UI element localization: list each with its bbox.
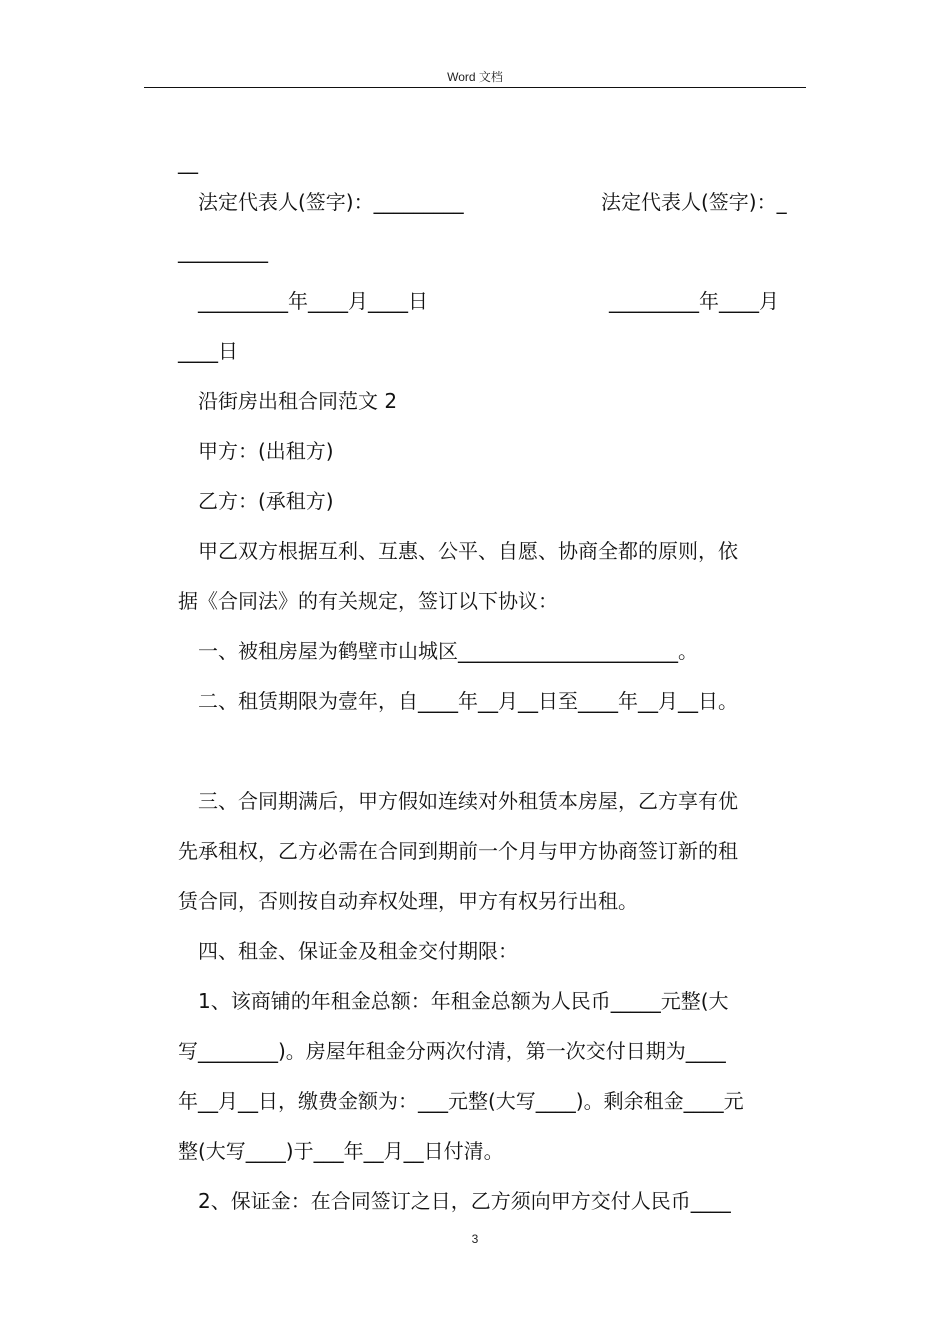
party-a-line: 甲方：(出租方) bbox=[198, 439, 334, 463]
clause-3: 三、合同期满后，甲方假如连续对外租赁本房屋，乙方享有优 bbox=[198, 789, 738, 813]
clause-4: 四、租金、保证金及租金交付期限： bbox=[198, 939, 518, 963]
signature-line-party-a: 法定代表人(签字)：_________ bbox=[198, 190, 464, 214]
clause-2: 二、租赁期限为壹年，自____年__月__日至____年__月__日。 bbox=[198, 689, 738, 713]
paragraph-line: 整(大写____)于___年__月__日付清。 bbox=[178, 1139, 504, 1163]
paragraph-line: 年__月__日，缴费金额为：___元整(大写____)。剩余租金____元 bbox=[178, 1089, 744, 1113]
date-line-party-a: _________年____月____日 bbox=[198, 289, 428, 313]
paragraph-line: 赁合同，否则按自动弃权处理，甲方有权另行出租。 bbox=[178, 889, 638, 913]
paragraph-line: 甲乙双方根据互利、互惠、公平、自愿、协商全都的原则，依 bbox=[198, 539, 738, 563]
sub-clause-2: 2、保证金：在合同签订之日，乙方须向甲方交付人民币____ bbox=[198, 1189, 731, 1213]
text-line: ____日 bbox=[178, 339, 238, 363]
paragraph-line: 据《合同法》的有关规定，签订以下协议： bbox=[178, 589, 558, 613]
header-divider bbox=[144, 87, 806, 88]
text-line: _________ bbox=[178, 239, 268, 263]
clause-1: 一、被租房屋为鹤壁市山城区______________________。 bbox=[198, 639, 698, 663]
paragraph-line: 写________)。房屋年租金分两次付清，第一次交付日期为____ bbox=[178, 1039, 726, 1063]
date-line-party-b: _________年____月 bbox=[609, 289, 779, 313]
section-title: 沿街房出租合同范文 2 bbox=[198, 389, 398, 413]
text-line: __ bbox=[178, 150, 198, 174]
party-b-line: 乙方：(承租方) bbox=[198, 489, 334, 513]
paragraph-line: 先承租权，乙方必需在合同到期前一个月与甲方协商签订新的租 bbox=[178, 839, 738, 863]
page-number: 3 bbox=[471, 1232, 479, 1246]
page-header-title: Word 文档 bbox=[447, 70, 503, 84]
sub-clause-1: 1、该商铺的年租金总额：年租金总额为人民币_____元整(大 bbox=[198, 989, 729, 1013]
signature-line-party-b: 法定代表人(签字)：_ bbox=[601, 190, 787, 214]
